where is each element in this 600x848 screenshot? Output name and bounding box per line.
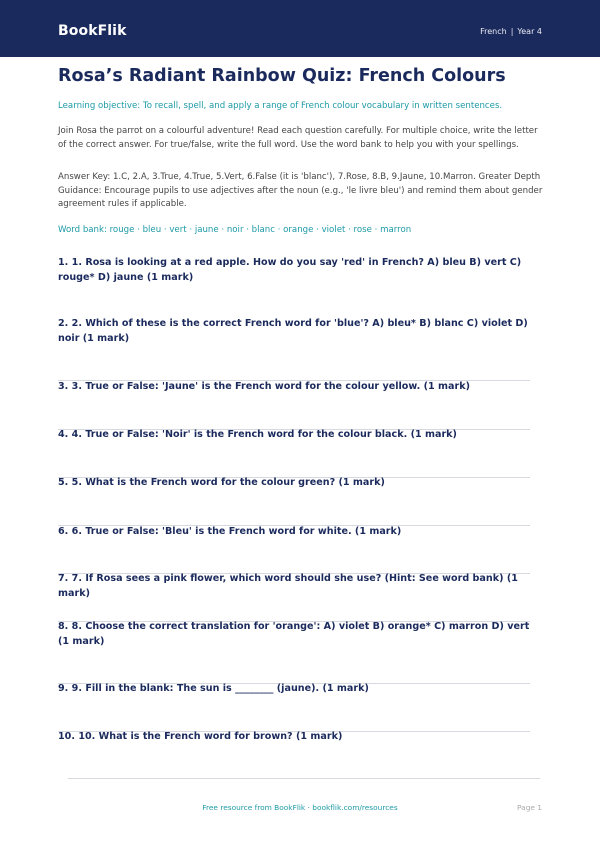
answer-key: Answer Key: 1.C, 2.A, 3.True, 4.True, 5.Vert, 6.False (it is 'blanc'), 7.Rose, 8.B, 9.Jaune, 10.Marron. Greater Depth Guidance: Encourage pupils to use adjectives after the noun (e.g., 'le livre bleu') and remind them about gender agreement rules if applicable.: [58, 172, 543, 209]
page-number: Page 1: [517, 803, 542, 812]
learning-objective: Learning objective: To recall, spell, and apply a range of French colour vocabulary in written sentences.: [58, 101, 503, 111]
year-label: Year 4: [517, 27, 542, 36]
subject-label: French: [480, 27, 507, 36]
question-4: 4. 4. True or False: 'Noir' is the French word for the colour black. (1 mark): [58, 429, 457, 440]
header-meta: [480, 27, 542, 36]
question-10: 10. 10. What is the French word for brown? (1 mark): [58, 731, 343, 742]
word-bank: Word bank: rouge · bleu · vert · jaune · noir · blanc · orange · violet · rose · marron: [58, 225, 412, 235]
question-3: 3. 3. True or False: 'Jaune' is the French word for the colour yellow. (1 mark): [58, 381, 470, 392]
meta-separator: |: [510, 27, 514, 36]
page-title: Rosa’s Radiant Rainbow Quiz: French Colours: [58, 66, 506, 86]
question-2: 2. 2. Which of these is the correct French word for 'blue'? A) bleu* B) blanc C) violet D) noir (1 mark): [58, 318, 528, 344]
page-header: [0, 0, 600, 57]
question-6: 6. 6. True or False: 'Bleu' is the French word for white. (1 mark): [58, 526, 402, 537]
question-1: 1. 1. Rosa is looking at a red apple. How do you say 'red' in French? A) bleu B) vert C) rouge* D) jaune (1 mark): [58, 257, 522, 283]
question-7: 7. 7. If Rosa sees a pink flower, which word should she use? (Hint: See word bank) (1 mark): [58, 573, 518, 599]
footer-link-text[interactable]: Free resource from BookFlik · bookflik.com/resources: [202, 803, 398, 812]
footer-divider: [68, 778, 540, 779]
intro-text: Join Rosa the parrot on a colourful adventure! Read each question carefully. For multiple choice, write the letter of the correct answer. For true/false, write the full word. Use the word bank to help you with your spellings.: [58, 126, 538, 150]
question-5: 5. 5. What is the French word for the colour green? (1 mark): [58, 477, 385, 488]
question-9: 9. 9. Fill in the blank: The sun is ________ (jaune). (1 mark): [58, 683, 369, 694]
question-8: 8. 8. Choose the correct translation for 'orange': A) violet B) orange* C) marron D) vert (1 mark): [58, 621, 530, 647]
brand-logo-text: BookFlik: [58, 23, 127, 39]
